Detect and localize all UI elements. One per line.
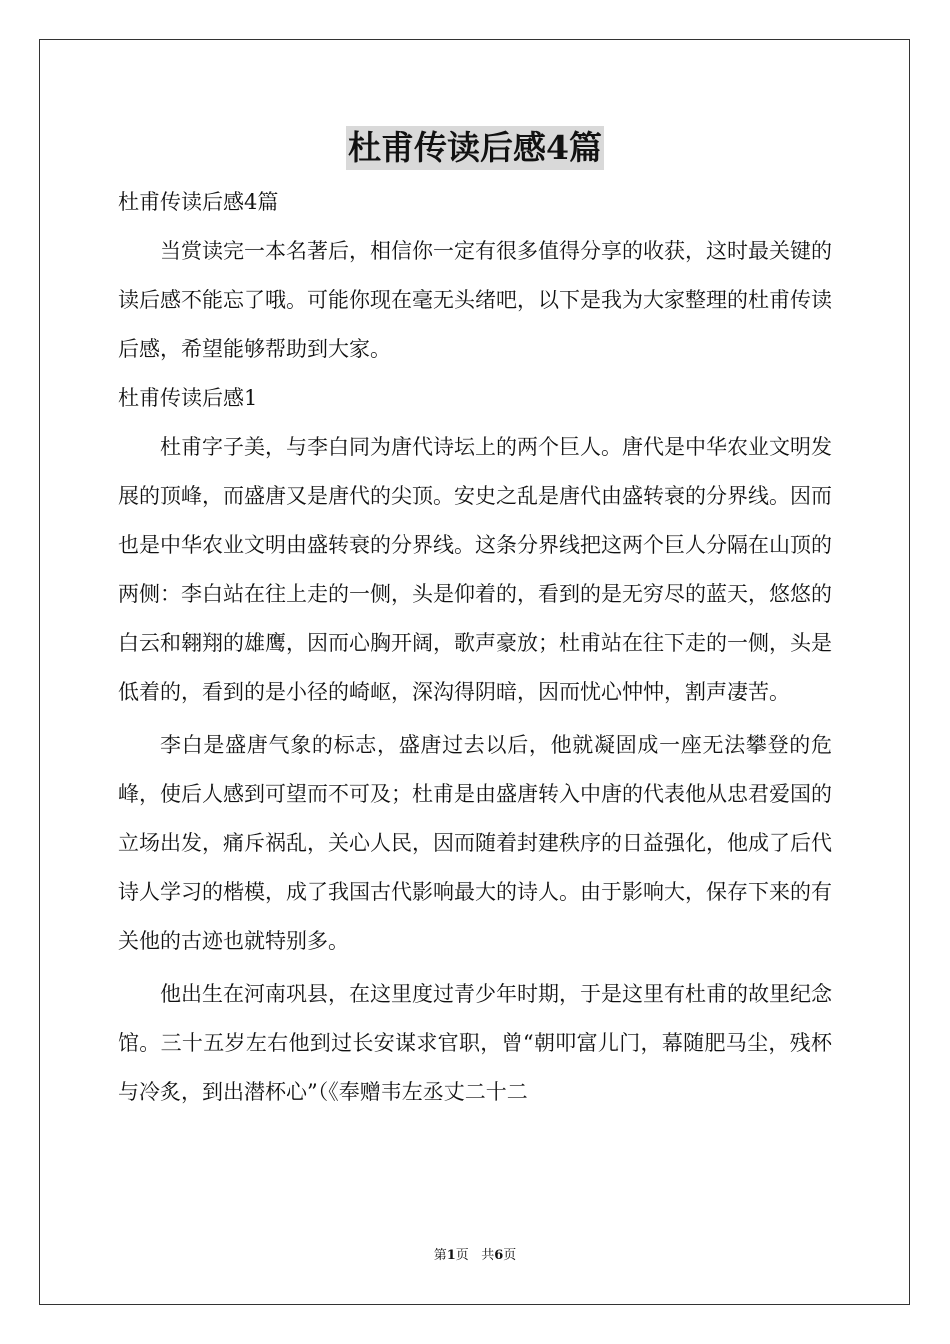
document-title-wrapper xyxy=(0,126,950,170)
paragraph-subtitle: 杜甫传读后感4篇 xyxy=(118,190,279,214)
document-body xyxy=(118,178,832,1117)
paragraph-intro: 当赏读完一本名著后，相信你一定有很多值得分享的收获，这时最关键的读后感不能忘了哦。可能你现在毫无头绪吧，以下是我为大家整理的杜甫传读后感，希望能够帮助到大家。 xyxy=(118,239,832,361)
document-title: 杜甫传读后感4篇 xyxy=(346,126,604,170)
footer-total-suffix: 页 xyxy=(503,1248,517,1263)
footer-page-total: 6 xyxy=(494,1248,504,1263)
paragraph-body-2: 李白是盛唐气象的标志，盛唐过去以后，他就凝固成一座无法攀登的危峰，使后人感到可望而不可及；杜甫是由盛唐转入中唐的代表他从忠君爱国的立场出发，痛斥祸乱，关心人民，因而随着封建秩序的日益强化，他成了后代诗人学习的楷模，成了我国古代影响最大的诗人。由于影响大，保存下来的有关他的古迹也就特别多。 xyxy=(118,733,832,953)
section-heading-1: 杜甫传读后感1 xyxy=(118,386,258,410)
page-footer xyxy=(0,1247,950,1265)
paragraph-body-1: 杜甫字子美，与李白同为唐代诗坛上的两个巨人。唐代是中华农业文明发展的顶峰，而盛唐又是唐代的尖顶。安史之乱是唐代由盛转衰的分界线。因而也是中华农业文明由盛转衰的分界线。这条分界线把这两个巨人分隔在山顶的两侧：李白站在往上走的一侧，头是仰着的，看到的是无穷尽的蓝天，悠悠的白云和翱翔的雄鹰，因而心胸开阔，歌声豪放；杜甫站在往下走的一侧，头是低着的，看到的是小径的崎岖，深沟得阴暗，因而忧心忡忡，割声凄苦。 xyxy=(118,435,832,704)
footer-page-suffix: 页 xyxy=(455,1248,469,1263)
footer-page-prefix: 第 xyxy=(433,1248,447,1263)
footer-page-current: 1 xyxy=(446,1248,456,1263)
paragraph-body-3: 他出生在河南巩县，在这里度过青少年时期，于是这里有杜甫的故里纪念馆。三十五岁左右他到过长安谋求官职，曾“朝叩富儿门，幕随肥马尘，残杯与冷炙，到出潜杯心”（《奉赠韦左丞丈二十二 xyxy=(118,982,832,1104)
footer-total-prefix: 共 xyxy=(481,1248,495,1263)
